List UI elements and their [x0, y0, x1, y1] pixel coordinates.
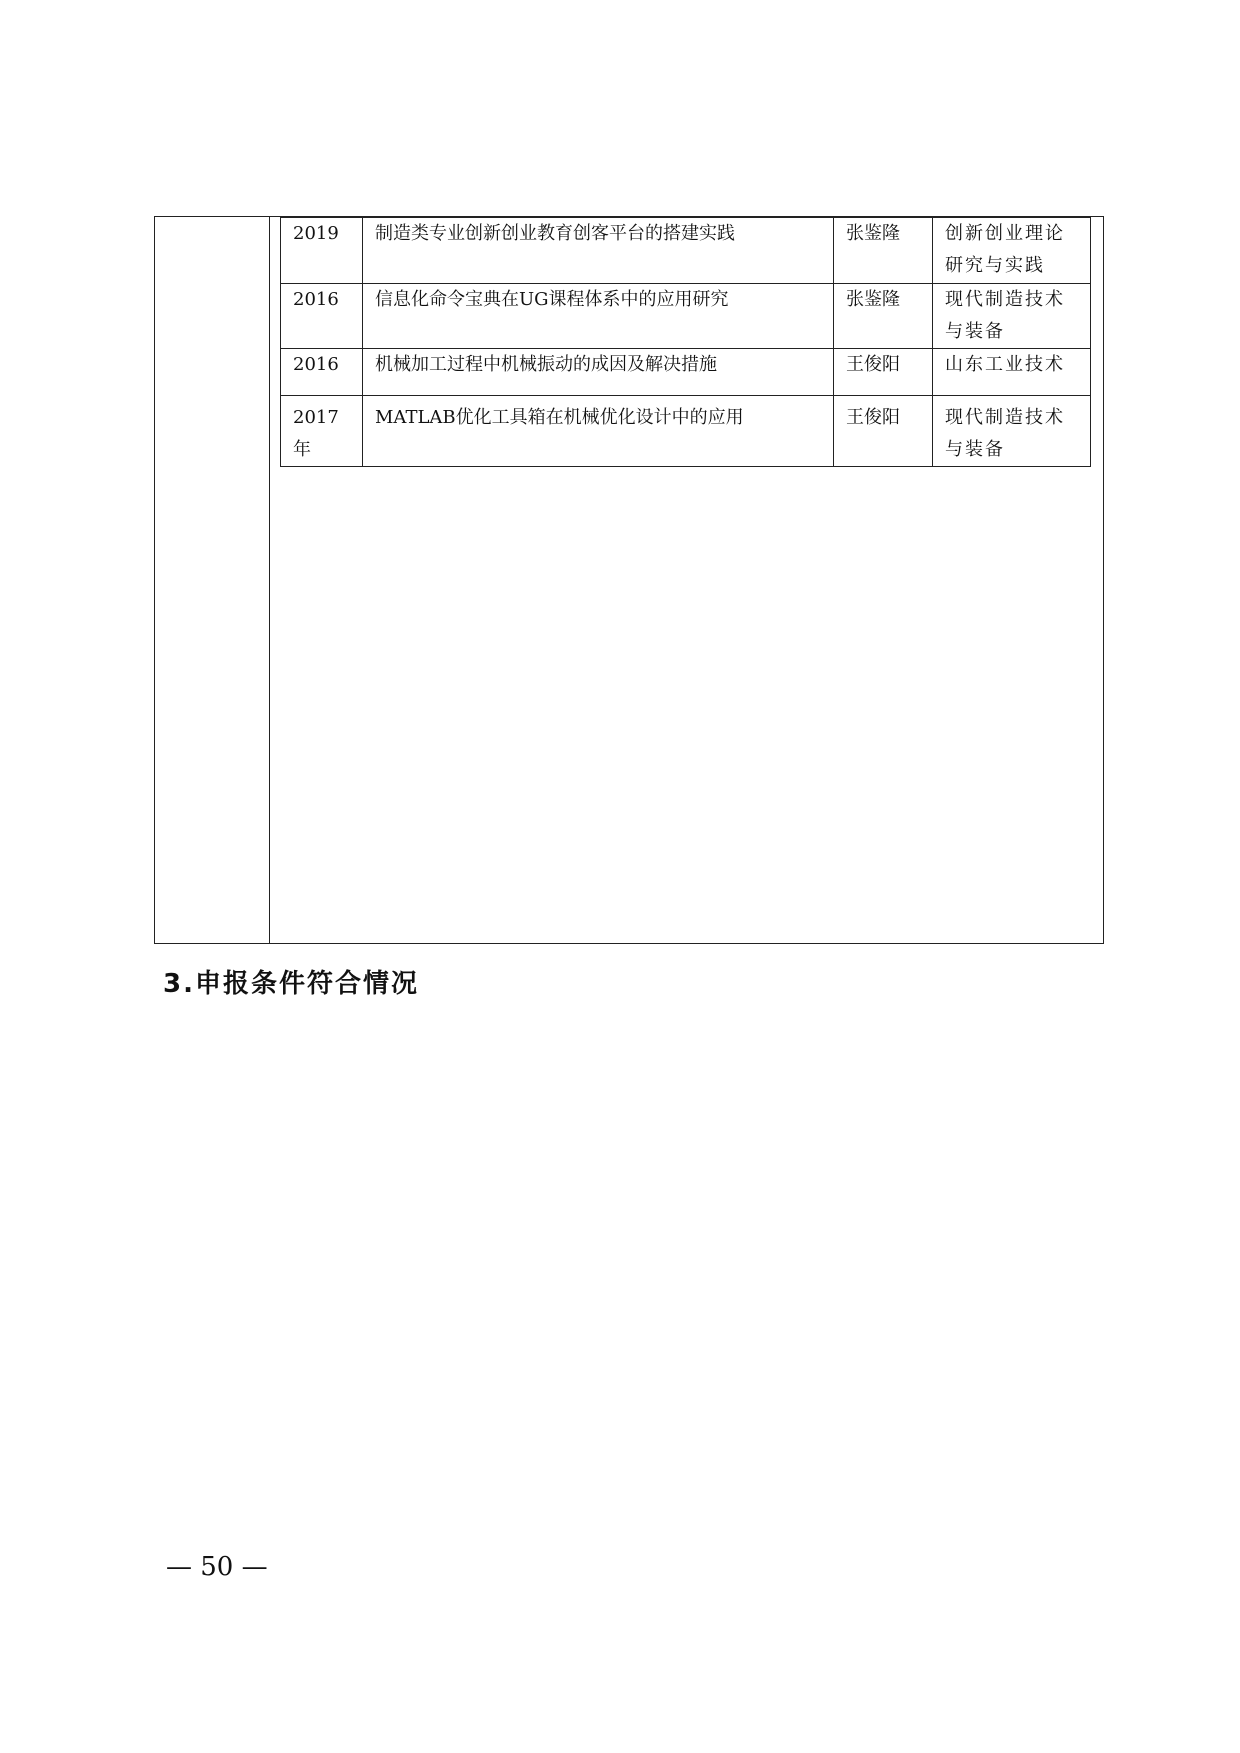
section-heading: 3.申报条件符合情况	[163, 969, 419, 999]
author-cell: 张鉴隆	[834, 218, 933, 284]
author-cell: 张鉴隆	[834, 284, 933, 349]
author-cell: 王俊阳	[834, 349, 933, 396]
title-cell: 制造类专业创新创业教育创客平台的搭建实践	[363, 218, 834, 284]
title-cell: 信息化命令宝典在UG课程体系中的应用研究	[363, 284, 834, 349]
papers-table	[280, 217, 1091, 467]
journal-cell: 山东工业技术	[933, 349, 1091, 396]
journal-cell: 现代制造技术与装备	[933, 396, 1091, 467]
table-row	[281, 218, 1091, 284]
title-cell: MATLAB优化工具箱在机械优化设计中的应用	[363, 396, 834, 467]
table-row	[281, 349, 1091, 396]
table-row	[281, 284, 1091, 349]
table-row	[281, 396, 1091, 467]
title-cell: 机械加工过程中机械振动的成因及解决措施	[363, 349, 834, 396]
left-column-divider	[269, 217, 270, 943]
year-cell: 2017年	[281, 396, 363, 467]
year-cell: 2016	[281, 284, 363, 349]
year-cell: 2016	[281, 349, 363, 396]
page-number: — 50 —	[166, 1552, 268, 1582]
year-cell: 2019	[281, 218, 363, 284]
author-cell: 王俊阳	[834, 396, 933, 467]
outer-table-frame	[154, 216, 1104, 944]
journal-cell: 现代制造技术与装备	[933, 284, 1091, 349]
journal-cell: 创新创业理论研究与实践	[933, 218, 1091, 284]
